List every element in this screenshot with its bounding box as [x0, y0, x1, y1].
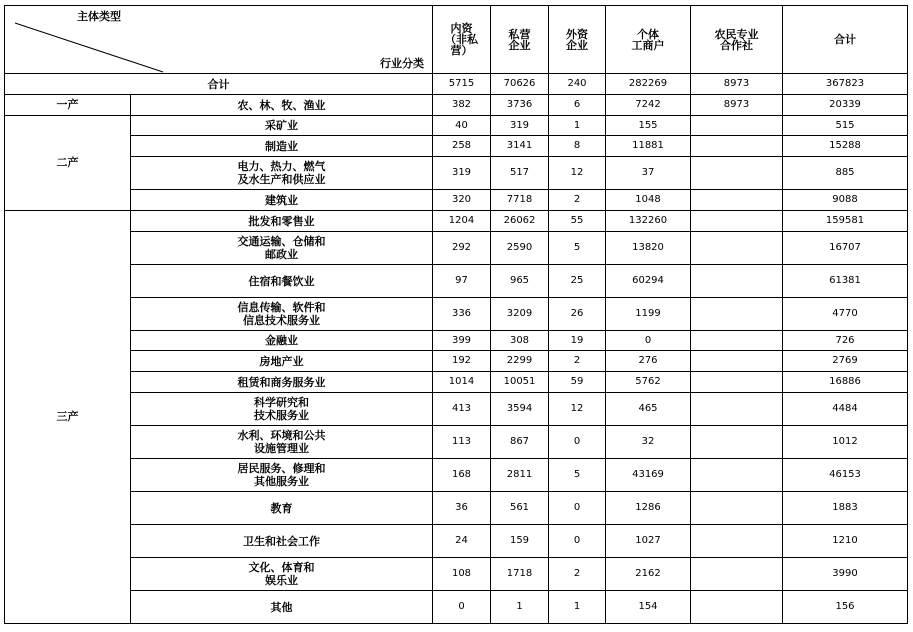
value-cell: 4770	[783, 298, 908, 331]
industry-name-cell: 住宿和餐饮业	[131, 265, 433, 298]
value-cell: 7718	[491, 190, 549, 211]
value-cell: 16707	[783, 232, 908, 265]
value-cell: 2299	[491, 351, 549, 372]
value-cell: 40	[433, 116, 491, 136]
value-cell: 319	[491, 116, 549, 136]
value-cell: 26062	[491, 211, 549, 232]
value-cell: 6	[549, 95, 606, 116]
value-cell: 12	[549, 157, 606, 190]
value-cell: 515	[783, 116, 908, 136]
value-cell: 1883	[783, 492, 908, 525]
value-cell: 2	[549, 351, 606, 372]
value-cell	[691, 372, 783, 393]
corner-industry-label: 行业分类	[380, 57, 424, 70]
total-value: 70626	[491, 74, 549, 95]
value-cell: 965	[491, 265, 549, 298]
industry-name-cell: 信息传输、软件和 信息技术服务业	[131, 298, 433, 331]
value-cell: 0	[433, 591, 491, 624]
value-cell: 46153	[783, 459, 908, 492]
value-cell: 8973	[691, 95, 783, 116]
value-cell	[691, 157, 783, 190]
value-cell: 0	[606, 331, 691, 351]
value-cell	[691, 591, 783, 624]
table-row	[5, 492, 908, 525]
value-cell: 15288	[783, 136, 908, 157]
value-cell: 11881	[606, 136, 691, 157]
value-cell: 192	[433, 351, 491, 372]
value-cell: 885	[783, 157, 908, 190]
value-cell	[691, 393, 783, 426]
value-cell	[691, 525, 783, 558]
value-cell: 19	[549, 331, 606, 351]
total-value: 367823	[783, 74, 908, 95]
value-cell: 60294	[606, 265, 691, 298]
value-cell: 867	[491, 426, 549, 459]
corner-entity-type-label: 主体类型	[77, 10, 121, 23]
industry-name-cell: 交通运输、仓储和 邮政业	[131, 232, 433, 265]
corner-header-cell	[5, 6, 433, 74]
value-cell: 3141	[491, 136, 549, 157]
value-cell: 159581	[783, 211, 908, 232]
value-cell: 465	[606, 393, 691, 426]
industry-name-cell: 水利、环境和公共 设施管理业	[131, 426, 433, 459]
value-cell: 1027	[606, 525, 691, 558]
value-cell: 16886	[783, 372, 908, 393]
value-cell: 26	[549, 298, 606, 331]
industry-name-cell: 批发和零售业	[131, 211, 433, 232]
sector-group-cell: 三产	[5, 211, 131, 624]
industry-name-cell: 房地产业	[131, 351, 433, 372]
total-value: 5715	[433, 74, 491, 95]
value-cell: 36	[433, 492, 491, 525]
value-cell: 382	[433, 95, 491, 116]
total-value: 240	[549, 74, 606, 95]
table-row	[5, 426, 908, 459]
value-cell: 155	[606, 116, 691, 136]
value-cell	[691, 190, 783, 211]
value-cell	[691, 265, 783, 298]
value-cell: 308	[491, 331, 549, 351]
value-cell	[691, 331, 783, 351]
industry-name-cell: 租赁和商务服务业	[131, 372, 433, 393]
value-cell: 1204	[433, 211, 491, 232]
table-row	[5, 265, 908, 298]
value-cell: 10051	[491, 372, 549, 393]
value-cell: 5762	[606, 372, 691, 393]
total-row	[5, 74, 908, 95]
total-row-label: 合计	[5, 74, 433, 95]
value-cell: 2162	[606, 558, 691, 591]
value-cell: 4484	[783, 393, 908, 426]
value-cell: 1199	[606, 298, 691, 331]
value-cell: 3594	[491, 393, 549, 426]
value-cell	[691, 351, 783, 372]
column-header-foreign: 外资 企业	[549, 6, 606, 74]
industry-name-cell: 金融业	[131, 331, 433, 351]
value-cell	[691, 492, 783, 525]
value-cell: 0	[549, 426, 606, 459]
value-cell: 258	[433, 136, 491, 157]
value-cell: 2590	[491, 232, 549, 265]
value-cell: 413	[433, 393, 491, 426]
value-cell: 37	[606, 157, 691, 190]
table-row	[5, 331, 908, 351]
industry-name-cell: 其他	[131, 591, 433, 624]
value-cell: 1	[491, 591, 549, 624]
industry-name-cell: 电力、热力、燃气 及水生产和供应业	[131, 157, 433, 190]
value-cell	[691, 298, 783, 331]
value-cell: 55	[549, 211, 606, 232]
value-cell: 24	[433, 525, 491, 558]
value-cell: 32	[606, 426, 691, 459]
sector-group-cell: 二产	[5, 116, 131, 211]
value-cell: 2769	[783, 351, 908, 372]
table-row	[5, 116, 908, 136]
value-cell: 5	[549, 232, 606, 265]
table-row	[5, 211, 908, 232]
value-cell: 3209	[491, 298, 549, 331]
industry-name-cell: 建筑业	[131, 190, 433, 211]
total-value: 282269	[606, 74, 691, 95]
table-row	[5, 95, 908, 116]
value-cell: 12	[549, 393, 606, 426]
value-cell: 399	[433, 331, 491, 351]
value-cell: 1286	[606, 492, 691, 525]
value-cell: 0	[549, 492, 606, 525]
value-cell: 1718	[491, 558, 549, 591]
value-cell: 97	[433, 265, 491, 298]
industry-name-cell: 居民服务、修理和 其他服务业	[131, 459, 433, 492]
table-row	[5, 393, 908, 426]
industry-name-cell: 制造业	[131, 136, 433, 157]
value-cell	[691, 116, 783, 136]
value-cell: 2811	[491, 459, 549, 492]
table-row	[5, 351, 908, 372]
value-cell: 113	[433, 426, 491, 459]
industry-name-cell: 科学研究和 技术服务业	[131, 393, 433, 426]
value-cell: 43169	[606, 459, 691, 492]
value-cell: 336	[433, 298, 491, 331]
column-header-cooperative: 农民专业 合作社	[691, 6, 783, 74]
table-row	[5, 157, 908, 190]
value-cell	[691, 558, 783, 591]
value-cell: 0	[549, 525, 606, 558]
value-cell: 168	[433, 459, 491, 492]
value-cell: 276	[606, 351, 691, 372]
value-cell: 1	[549, 116, 606, 136]
value-cell: 292	[433, 232, 491, 265]
table-row	[5, 558, 908, 591]
value-cell: 2	[549, 558, 606, 591]
table-row	[5, 190, 908, 211]
column-header-individual: 个体 工商户	[606, 6, 691, 74]
value-cell	[691, 459, 783, 492]
table-row	[5, 372, 908, 393]
value-cell: 61381	[783, 265, 908, 298]
diagonal-line	[5, 6, 433, 74]
value-cell: 319	[433, 157, 491, 190]
table-row	[5, 298, 908, 331]
value-cell: 9088	[783, 190, 908, 211]
value-cell	[691, 232, 783, 265]
value-cell: 1012	[783, 426, 908, 459]
industry-name-cell: 农、林、牧、渔业	[131, 95, 433, 116]
header-row	[5, 6, 908, 74]
value-cell: 108	[433, 558, 491, 591]
value-cell: 59	[549, 372, 606, 393]
value-cell: 156	[783, 591, 908, 624]
value-cell: 7242	[606, 95, 691, 116]
sector-group-cell: 一产	[5, 95, 131, 116]
table-row	[5, 136, 908, 157]
column-header-total: 合计	[783, 6, 908, 74]
value-cell: 1048	[606, 190, 691, 211]
value-cell: 2	[549, 190, 606, 211]
total-value: 8973	[691, 74, 783, 95]
value-cell: 320	[433, 190, 491, 211]
value-cell: 1014	[433, 372, 491, 393]
table-row	[5, 525, 908, 558]
column-header-domestic: 内资 （非私 营）	[433, 6, 491, 74]
value-cell: 8	[549, 136, 606, 157]
value-cell: 517	[491, 157, 549, 190]
value-cell: 5	[549, 459, 606, 492]
value-cell: 154	[606, 591, 691, 624]
industry-name-cell: 卫生和社会工作	[131, 525, 433, 558]
value-cell: 726	[783, 331, 908, 351]
value-cell: 3736	[491, 95, 549, 116]
table-row	[5, 232, 908, 265]
value-cell: 132260	[606, 211, 691, 232]
table-row	[5, 591, 908, 624]
table-row	[5, 459, 908, 492]
value-cell	[691, 211, 783, 232]
value-cell: 1	[549, 591, 606, 624]
column-header-private: 私营 企业	[491, 6, 549, 74]
value-cell: 561	[491, 492, 549, 525]
value-cell: 13820	[606, 232, 691, 265]
value-cell	[691, 426, 783, 459]
industry-statistics-table	[4, 5, 908, 624]
industry-name-cell: 采矿业	[131, 116, 433, 136]
value-cell	[691, 136, 783, 157]
value-cell: 25	[549, 265, 606, 298]
value-cell: 1210	[783, 525, 908, 558]
value-cell: 159	[491, 525, 549, 558]
industry-name-cell: 文化、体育和 娱乐业	[131, 558, 433, 591]
industry-name-cell: 教育	[131, 492, 433, 525]
value-cell: 20339	[783, 95, 908, 116]
value-cell: 3990	[783, 558, 908, 591]
